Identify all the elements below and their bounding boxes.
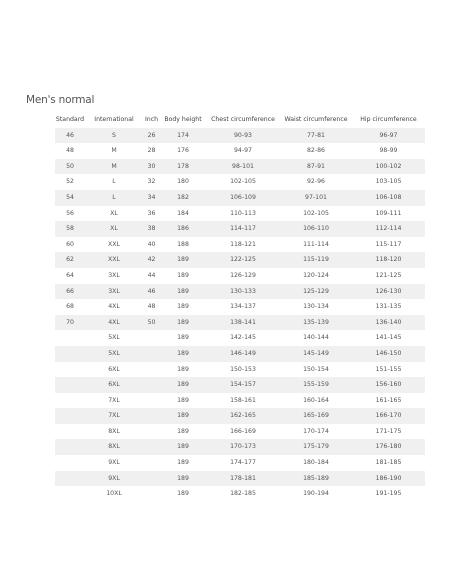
table-cell: 42 bbox=[143, 252, 160, 268]
table-cell: 90-93 bbox=[206, 128, 280, 144]
table-cell bbox=[143, 362, 160, 378]
table-row bbox=[55, 315, 425, 331]
table-cell: 30 bbox=[143, 159, 160, 175]
table-cell: 189 bbox=[160, 424, 206, 440]
table-cell bbox=[55, 362, 85, 378]
table-row bbox=[55, 408, 425, 424]
table-cell bbox=[143, 486, 160, 502]
table-cell bbox=[55, 455, 85, 471]
table-header-row bbox=[55, 112, 425, 128]
table-cell: L bbox=[85, 174, 143, 190]
table-cell: 189 bbox=[160, 439, 206, 455]
table-cell: 7XL bbox=[85, 393, 143, 409]
table-cell: 138-141 bbox=[206, 315, 280, 331]
table-cell: 190-194 bbox=[280, 486, 352, 502]
table-cell: 156-160 bbox=[352, 377, 425, 393]
table-cell: 109-111 bbox=[352, 206, 425, 222]
table-cell: 3XL bbox=[85, 268, 143, 284]
table-cell: 154-157 bbox=[206, 377, 280, 393]
table-cell: 54 bbox=[55, 190, 85, 206]
table-cell bbox=[55, 439, 85, 455]
table-cell: 66 bbox=[55, 284, 85, 300]
table-cell: 189 bbox=[160, 315, 206, 331]
table-row bbox=[55, 128, 425, 144]
table-cell: 100-102 bbox=[352, 159, 425, 175]
table-cell: 56 bbox=[55, 206, 85, 222]
table-cell: 166-169 bbox=[206, 424, 280, 440]
table-cell: M bbox=[85, 159, 143, 175]
table-cell: 174-177 bbox=[206, 455, 280, 471]
table-cell: 6XL bbox=[85, 377, 143, 393]
table-row bbox=[55, 455, 425, 471]
table-cell bbox=[55, 377, 85, 393]
table-cell: 115-119 bbox=[280, 252, 352, 268]
table-row bbox=[55, 268, 425, 284]
table-cell: L bbox=[85, 190, 143, 206]
table-cell: 32 bbox=[143, 174, 160, 190]
table-cell: 5XL bbox=[85, 330, 143, 346]
table-cell: 165-169 bbox=[280, 408, 352, 424]
table-cell: 189 bbox=[160, 252, 206, 268]
table-row bbox=[55, 486, 425, 502]
column-header-inch: Inch bbox=[144, 116, 159, 123]
table-cell: 97-101 bbox=[280, 190, 352, 206]
table-cell: 62 bbox=[55, 252, 85, 268]
table-cell bbox=[55, 424, 85, 440]
table-cell: 122-125 bbox=[206, 252, 280, 268]
table-cell bbox=[143, 424, 160, 440]
table-cell: XXL bbox=[85, 252, 143, 268]
table-cell bbox=[55, 346, 85, 362]
table-cell: 103-105 bbox=[352, 174, 425, 190]
table-cell: 8XL bbox=[85, 439, 143, 455]
table-row bbox=[55, 174, 425, 190]
table-body bbox=[55, 128, 425, 502]
table-cell bbox=[143, 346, 160, 362]
size-chart-table bbox=[55, 112, 425, 502]
table-cell: 182-185 bbox=[206, 486, 280, 502]
table-cell: 151-155 bbox=[352, 362, 425, 378]
table-cell: 44 bbox=[143, 268, 160, 284]
table-cell: S bbox=[85, 128, 143, 144]
table-cell: 58 bbox=[55, 221, 85, 237]
table-cell: 48 bbox=[143, 299, 160, 315]
table-cell: 178-181 bbox=[206, 471, 280, 487]
table-cell: 189 bbox=[160, 346, 206, 362]
table-cell: 70 bbox=[55, 315, 85, 331]
table-cell: 10XL bbox=[85, 486, 143, 502]
table-cell: 9XL bbox=[85, 455, 143, 471]
table-cell: 186-190 bbox=[352, 471, 425, 487]
table-cell: 102-105 bbox=[206, 174, 280, 190]
table-cell bbox=[55, 486, 85, 502]
table-cell: 150-154 bbox=[280, 362, 352, 378]
table-row bbox=[55, 206, 425, 222]
table-cell: 34 bbox=[143, 190, 160, 206]
table-cell: 121-125 bbox=[352, 268, 425, 284]
table-cell: 46 bbox=[143, 284, 160, 300]
table-cell: 189 bbox=[160, 486, 206, 502]
table-cell: 115-117 bbox=[352, 237, 425, 253]
table-cell: 145-149 bbox=[280, 346, 352, 362]
table-cell: 118-120 bbox=[352, 252, 425, 268]
table-row bbox=[55, 299, 425, 315]
table-cell: 189 bbox=[160, 408, 206, 424]
table-cell: XXL bbox=[85, 237, 143, 253]
table-row bbox=[55, 252, 425, 268]
table-cell: 174 bbox=[160, 128, 206, 144]
table-cell: 6XL bbox=[85, 362, 143, 378]
table-cell: 135-139 bbox=[280, 315, 352, 331]
table-cell: 175-179 bbox=[280, 439, 352, 455]
table-cell: 182 bbox=[160, 190, 206, 206]
column-header-international: International bbox=[94, 116, 134, 123]
table-cell: M bbox=[85, 143, 143, 159]
table-cell: 111-114 bbox=[280, 237, 352, 253]
table-cell: 96-97 bbox=[352, 128, 425, 144]
column-header-hip-circumference: Hip circumference bbox=[360, 116, 417, 123]
table-cell: 189 bbox=[160, 393, 206, 409]
table-cell: 77-81 bbox=[280, 128, 352, 144]
table-cell bbox=[55, 471, 85, 487]
table-cell: 189 bbox=[160, 471, 206, 487]
table-cell bbox=[55, 330, 85, 346]
table-cell: 50 bbox=[143, 315, 160, 331]
table-cell: 7XL bbox=[85, 408, 143, 424]
table-row bbox=[55, 393, 425, 409]
table-cell: 52 bbox=[55, 174, 85, 190]
table-row bbox=[55, 439, 425, 455]
table-cell: 36 bbox=[143, 206, 160, 222]
table-cell: 142-145 bbox=[206, 330, 280, 346]
table-cell: 189 bbox=[160, 268, 206, 284]
table-cell bbox=[55, 393, 85, 409]
table-cell: 131-135 bbox=[352, 299, 425, 315]
table-cell: 40 bbox=[143, 237, 160, 253]
table-row bbox=[55, 424, 425, 440]
table-cell: 106-110 bbox=[280, 221, 352, 237]
table-cell: 4XL bbox=[85, 315, 143, 331]
table-cell: 189 bbox=[160, 362, 206, 378]
table-cell: 110-113 bbox=[206, 206, 280, 222]
table-cell: 48 bbox=[55, 143, 85, 159]
table-cell: 176-180 bbox=[352, 439, 425, 455]
table-cell bbox=[143, 393, 160, 409]
table-cell: 146-150 bbox=[352, 346, 425, 362]
table-row bbox=[55, 362, 425, 378]
column-header-body-height: Body height bbox=[164, 116, 202, 123]
table-row bbox=[55, 143, 425, 159]
table-cell: 106-108 bbox=[352, 190, 425, 206]
table-cell: 171-175 bbox=[352, 424, 425, 440]
table-cell: 87-91 bbox=[280, 159, 352, 175]
table-cell: 189 bbox=[160, 377, 206, 393]
table-cell: 186 bbox=[160, 221, 206, 237]
table-cell: 155-159 bbox=[280, 377, 352, 393]
table-cell: 146-149 bbox=[206, 346, 280, 362]
table-cell: 180-184 bbox=[280, 455, 352, 471]
table-cell: 181-185 bbox=[352, 455, 425, 471]
table-cell: XL bbox=[85, 206, 143, 222]
table-cell: 130-134 bbox=[280, 299, 352, 315]
table-cell: 8XL bbox=[85, 424, 143, 440]
table-cell: 188 bbox=[160, 237, 206, 253]
table-cell: 50 bbox=[55, 159, 85, 175]
table-cell bbox=[143, 439, 160, 455]
table-cell: 46 bbox=[55, 128, 85, 144]
table-cell: 98-101 bbox=[206, 159, 280, 175]
table-row bbox=[55, 330, 425, 346]
table-cell: 102-105 bbox=[280, 206, 352, 222]
table-cell: 28 bbox=[143, 143, 160, 159]
table-cell: 120-124 bbox=[280, 268, 352, 284]
column-header-standard: Standard bbox=[55, 116, 85, 123]
table-cell: 189 bbox=[160, 299, 206, 315]
table-cell: 98-99 bbox=[352, 143, 425, 159]
table-cell: 82-86 bbox=[280, 143, 352, 159]
table-cell: 162-165 bbox=[206, 408, 280, 424]
table-cell bbox=[143, 471, 160, 487]
table-cell: 189 bbox=[160, 330, 206, 346]
table-cell: 166-170 bbox=[352, 408, 425, 424]
table-cell: 189 bbox=[160, 455, 206, 471]
table-cell: 112-114 bbox=[352, 221, 425, 237]
table-cell: 68 bbox=[55, 299, 85, 315]
table-cell: 160-164 bbox=[280, 393, 352, 409]
table-cell: 140-144 bbox=[280, 330, 352, 346]
table-cell: 161-165 bbox=[352, 393, 425, 409]
column-header-waist-circumference: Waist circumference bbox=[284, 116, 348, 123]
table-cell bbox=[143, 377, 160, 393]
table-cell bbox=[143, 455, 160, 471]
table-cell: 141-145 bbox=[352, 330, 425, 346]
table-row bbox=[55, 377, 425, 393]
page-title: Men's normal bbox=[26, 94, 95, 106]
table-cell: 134-137 bbox=[206, 299, 280, 315]
table-cell bbox=[143, 408, 160, 424]
column-header-chest-circumference: Chest circumference bbox=[211, 116, 275, 123]
table-cell: 125-129 bbox=[280, 284, 352, 300]
table-cell: 118-121 bbox=[206, 237, 280, 253]
table-cell: 38 bbox=[143, 221, 160, 237]
table-cell: 150-153 bbox=[206, 362, 280, 378]
table-cell: 176 bbox=[160, 143, 206, 159]
table-cell: 3XL bbox=[85, 284, 143, 300]
table-row bbox=[55, 346, 425, 362]
table-cell: 92-96 bbox=[280, 174, 352, 190]
table-cell: 178 bbox=[160, 159, 206, 175]
table-cell: XL bbox=[85, 221, 143, 237]
table-cell: 130-133 bbox=[206, 284, 280, 300]
table-cell: 106-109 bbox=[206, 190, 280, 206]
table-cell: 126-129 bbox=[206, 268, 280, 284]
table-cell: 170-173 bbox=[206, 439, 280, 455]
table-cell: 26 bbox=[143, 128, 160, 144]
table-row bbox=[55, 221, 425, 237]
table-cell: 170-174 bbox=[280, 424, 352, 440]
table-cell bbox=[143, 330, 160, 346]
table-cell: 94-97 bbox=[206, 143, 280, 159]
table-cell bbox=[55, 408, 85, 424]
table-cell: 4XL bbox=[85, 299, 143, 315]
table-cell: 180 bbox=[160, 174, 206, 190]
table-cell: 185-189 bbox=[280, 471, 352, 487]
table-cell: 9XL bbox=[85, 471, 143, 487]
table-cell: 158-161 bbox=[206, 393, 280, 409]
table-cell: 114-117 bbox=[206, 221, 280, 237]
table-row bbox=[55, 471, 425, 487]
table-cell: 64 bbox=[55, 268, 85, 284]
table-cell: 126-130 bbox=[352, 284, 425, 300]
table-row bbox=[55, 190, 425, 206]
table-cell: 60 bbox=[55, 237, 85, 253]
table-cell: 189 bbox=[160, 284, 206, 300]
table-cell: 184 bbox=[160, 206, 206, 222]
table-row bbox=[55, 284, 425, 300]
table-cell: 5XL bbox=[85, 346, 143, 362]
table-cell: 136-140 bbox=[352, 315, 425, 331]
table-row bbox=[55, 237, 425, 253]
table-cell: 191-195 bbox=[352, 486, 425, 502]
table-row bbox=[55, 159, 425, 175]
